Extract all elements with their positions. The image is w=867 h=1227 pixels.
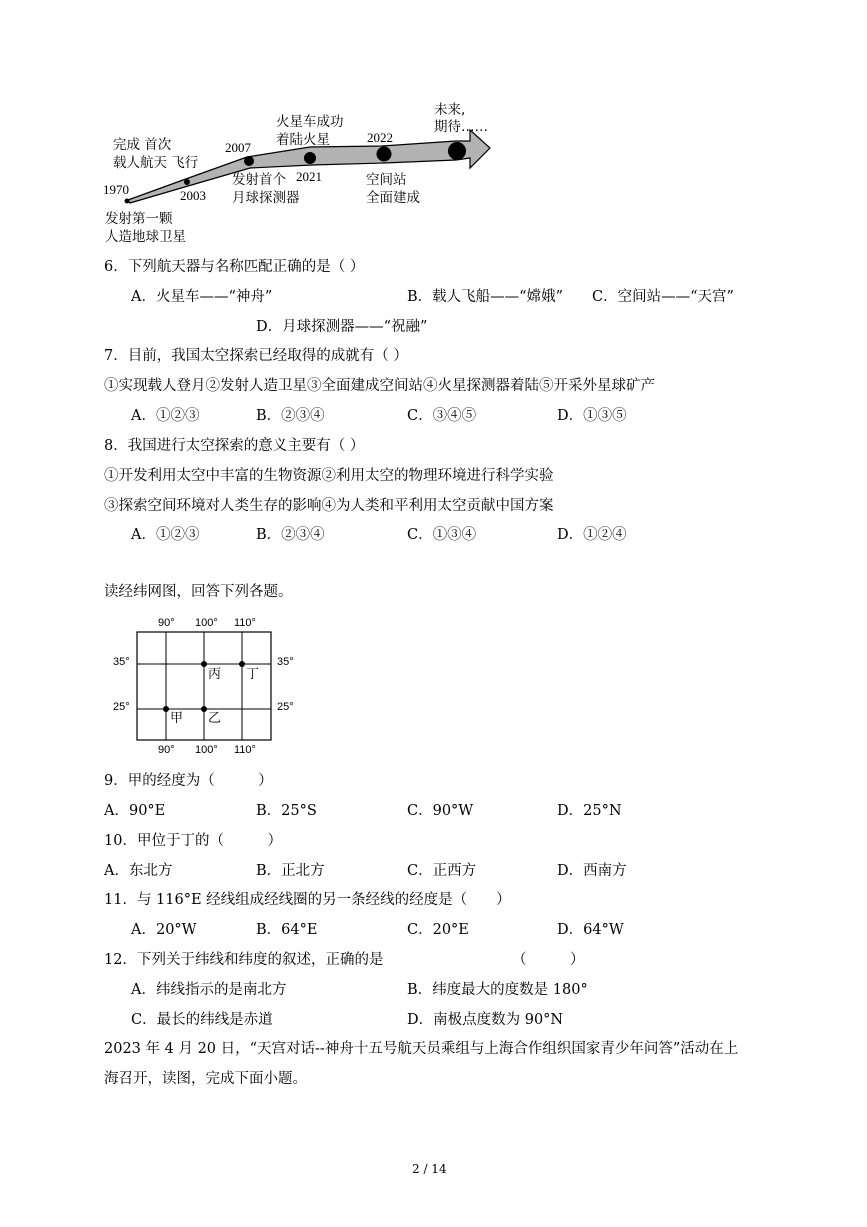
point-bing-label: 丙 bbox=[208, 667, 222, 682]
point-ding-dot bbox=[239, 661, 245, 667]
q6-option-d[interactable]: D．月球探测器——“祝融” bbox=[256, 319, 428, 335]
q7-option-a[interactable]: A．①②③ bbox=[131, 408, 200, 424]
grid-bottom-lon-90: 90° bbox=[158, 744, 175, 756]
timeline-label-future-1: 未来, bbox=[434, 102, 466, 118]
point-yi-label: 乙 bbox=[208, 711, 222, 726]
timeline-label-2022-1: 空间站 bbox=[366, 172, 407, 188]
q12-option-d[interactable]: D．南极点度数为 90°N bbox=[407, 1012, 564, 1028]
q8-option-c[interactable]: C．①③④ bbox=[407, 527, 477, 543]
q10-option-d[interactable]: D．西南方 bbox=[557, 863, 627, 879]
q7-stem: 7．目前，我国太空探索已经取得的成就有（ ） bbox=[104, 348, 408, 364]
point-bing-dot bbox=[201, 661, 207, 667]
timeline-label-2003-1: 完成 首次 bbox=[113, 137, 172, 153]
timeline-label-2003-2: 载人航天 飞行 bbox=[113, 155, 199, 171]
q8-items-1: ①开发利用太空中丰富的生物资源②利用太空的物理环境进行科学实验 bbox=[104, 468, 554, 484]
timeline-label-2022-2: 全面建成 bbox=[366, 190, 420, 206]
q9-option-d[interactable]: D．25°N bbox=[557, 803, 622, 819]
grid-top-lon-100: 100° bbox=[195, 617, 218, 629]
grid-bottom-lon-110: 110° bbox=[234, 744, 256, 756]
point-yi-dot bbox=[201, 706, 207, 712]
timeline-year-2021: 2021 bbox=[296, 169, 322, 184]
timeline-year-2022: 2022 bbox=[367, 130, 393, 145]
q6-option-b[interactable]: B．载人飞船——“嫦娥” bbox=[407, 289, 563, 305]
grid-left-lat-25: 25° bbox=[113, 701, 130, 713]
point-jia-dot bbox=[163, 706, 169, 712]
q7-option-d[interactable]: D．①③⑤ bbox=[557, 408, 627, 424]
q7-option-b[interactable]: B．②③④ bbox=[256, 408, 325, 424]
q7-items: ①实现载人登月②发射人造卫星③全面建成空间站④火星探测器着陆⑤开采外星球矿产 bbox=[104, 378, 655, 394]
q9-option-a[interactable]: A．90°E bbox=[104, 803, 166, 819]
point-ding-label: 丁 bbox=[246, 667, 260, 682]
grid-top-lon-90: 90° bbox=[158, 617, 175, 629]
passage-line-1: 2023 年 4 月 20 日，“天宫对话--神舟十五号航天员乘组与上海合作组织国家青少年问答”活动在上 bbox=[104, 1041, 739, 1057]
q7-option-c[interactable]: C．③④⑤ bbox=[407, 408, 477, 424]
q11-stem: 11．与 116°E 经线组成经线圈的另一条经线的经度是（ ） bbox=[104, 892, 511, 908]
q9-option-c[interactable]: C．90°W bbox=[407, 803, 474, 819]
point-jia-label: 甲 bbox=[170, 711, 184, 726]
q8-option-d[interactable]: D．①②④ bbox=[557, 527, 627, 543]
timeline-label-1970-2: 人造地球卫星 bbox=[105, 229, 186, 245]
timeline-label-2021-2: 着陆火星 bbox=[276, 132, 330, 148]
passage-line-2: 海召开，读图，完成下面小题。 bbox=[104, 1071, 307, 1087]
q6-stem: 6．下列航天器与名称匹配正确的是（ ） bbox=[104, 259, 365, 275]
q12-stem: 12．下列关于纬线和纬度的叙述，正确的是 bbox=[104, 952, 384, 968]
q8-option-b[interactable]: B．②③④ bbox=[256, 527, 325, 543]
grid-bottom-lon-100: 100° bbox=[195, 744, 218, 756]
q9-option-b[interactable]: B．25°S bbox=[256, 803, 317, 819]
q9-stem: 9．甲的经度为（ ） bbox=[104, 773, 273, 789]
timeline-label-1970-1: 发射第一颗 bbox=[105, 211, 173, 227]
timeline-label-2021-1: 火星车成功 bbox=[276, 114, 344, 130]
q11-option-d[interactable]: D．64°W bbox=[557, 922, 624, 938]
timeline-label-future-2: 期待…… bbox=[434, 119, 488, 135]
q12-option-a[interactable]: A．纬线指示的是南北方 bbox=[131, 982, 287, 998]
timeline-year-2003: 2003 bbox=[180, 188, 206, 203]
q12-answer-paren: （ ） bbox=[512, 952, 585, 968]
grid-right-lat-25: 25° bbox=[277, 701, 294, 713]
q8-stem: 8．我国进行太空探索的意义主要有（ ） bbox=[104, 438, 365, 454]
timeline-year-2007: 2007 bbox=[225, 140, 251, 155]
timeline-year-1970: 1970 bbox=[103, 182, 129, 197]
q11-option-c[interactable]: C．20°E bbox=[407, 922, 469, 938]
q10-stem: 10．甲位于丁的（ ） bbox=[104, 833, 282, 849]
grid-intro: 读经纬网图，回答下列各题。 bbox=[104, 584, 293, 600]
q10-option-b[interactable]: B．正北方 bbox=[256, 863, 325, 879]
grid-left-lat-35: 35° bbox=[113, 656, 130, 668]
q8-option-a[interactable]: A．①②③ bbox=[131, 527, 200, 543]
q10-option-a[interactable]: A．东北方 bbox=[104, 863, 173, 879]
grid-right-lat-35: 35° bbox=[277, 656, 294, 668]
q6-option-c[interactable]: C．空间站——“天宫” bbox=[592, 289, 734, 305]
q11-option-b[interactable]: B．64°E bbox=[256, 922, 318, 938]
grid-top-lon-110: 110° bbox=[234, 617, 256, 629]
q10-option-c[interactable]: C．正西方 bbox=[407, 863, 477, 879]
q12-option-b[interactable]: B．纬度最大的度数是 180° bbox=[407, 982, 588, 998]
timeline-label-2007-1: 发射首个 bbox=[232, 172, 286, 188]
q11-option-a[interactable]: A．20°W bbox=[131, 922, 197, 938]
page-number: 2 / 14 bbox=[412, 1162, 447, 1176]
q6-option-a[interactable]: A．火星车——“神舟” bbox=[131, 289, 273, 305]
q8-items-2: ③探索空间环境对人类生存的影响④为人类和平利用太空贡献中国方案 bbox=[104, 498, 554, 514]
q12-option-c[interactable]: C．最长的纬线是赤道 bbox=[131, 1012, 273, 1028]
timeline-label-2007-2: 月球探测器 bbox=[232, 190, 300, 206]
